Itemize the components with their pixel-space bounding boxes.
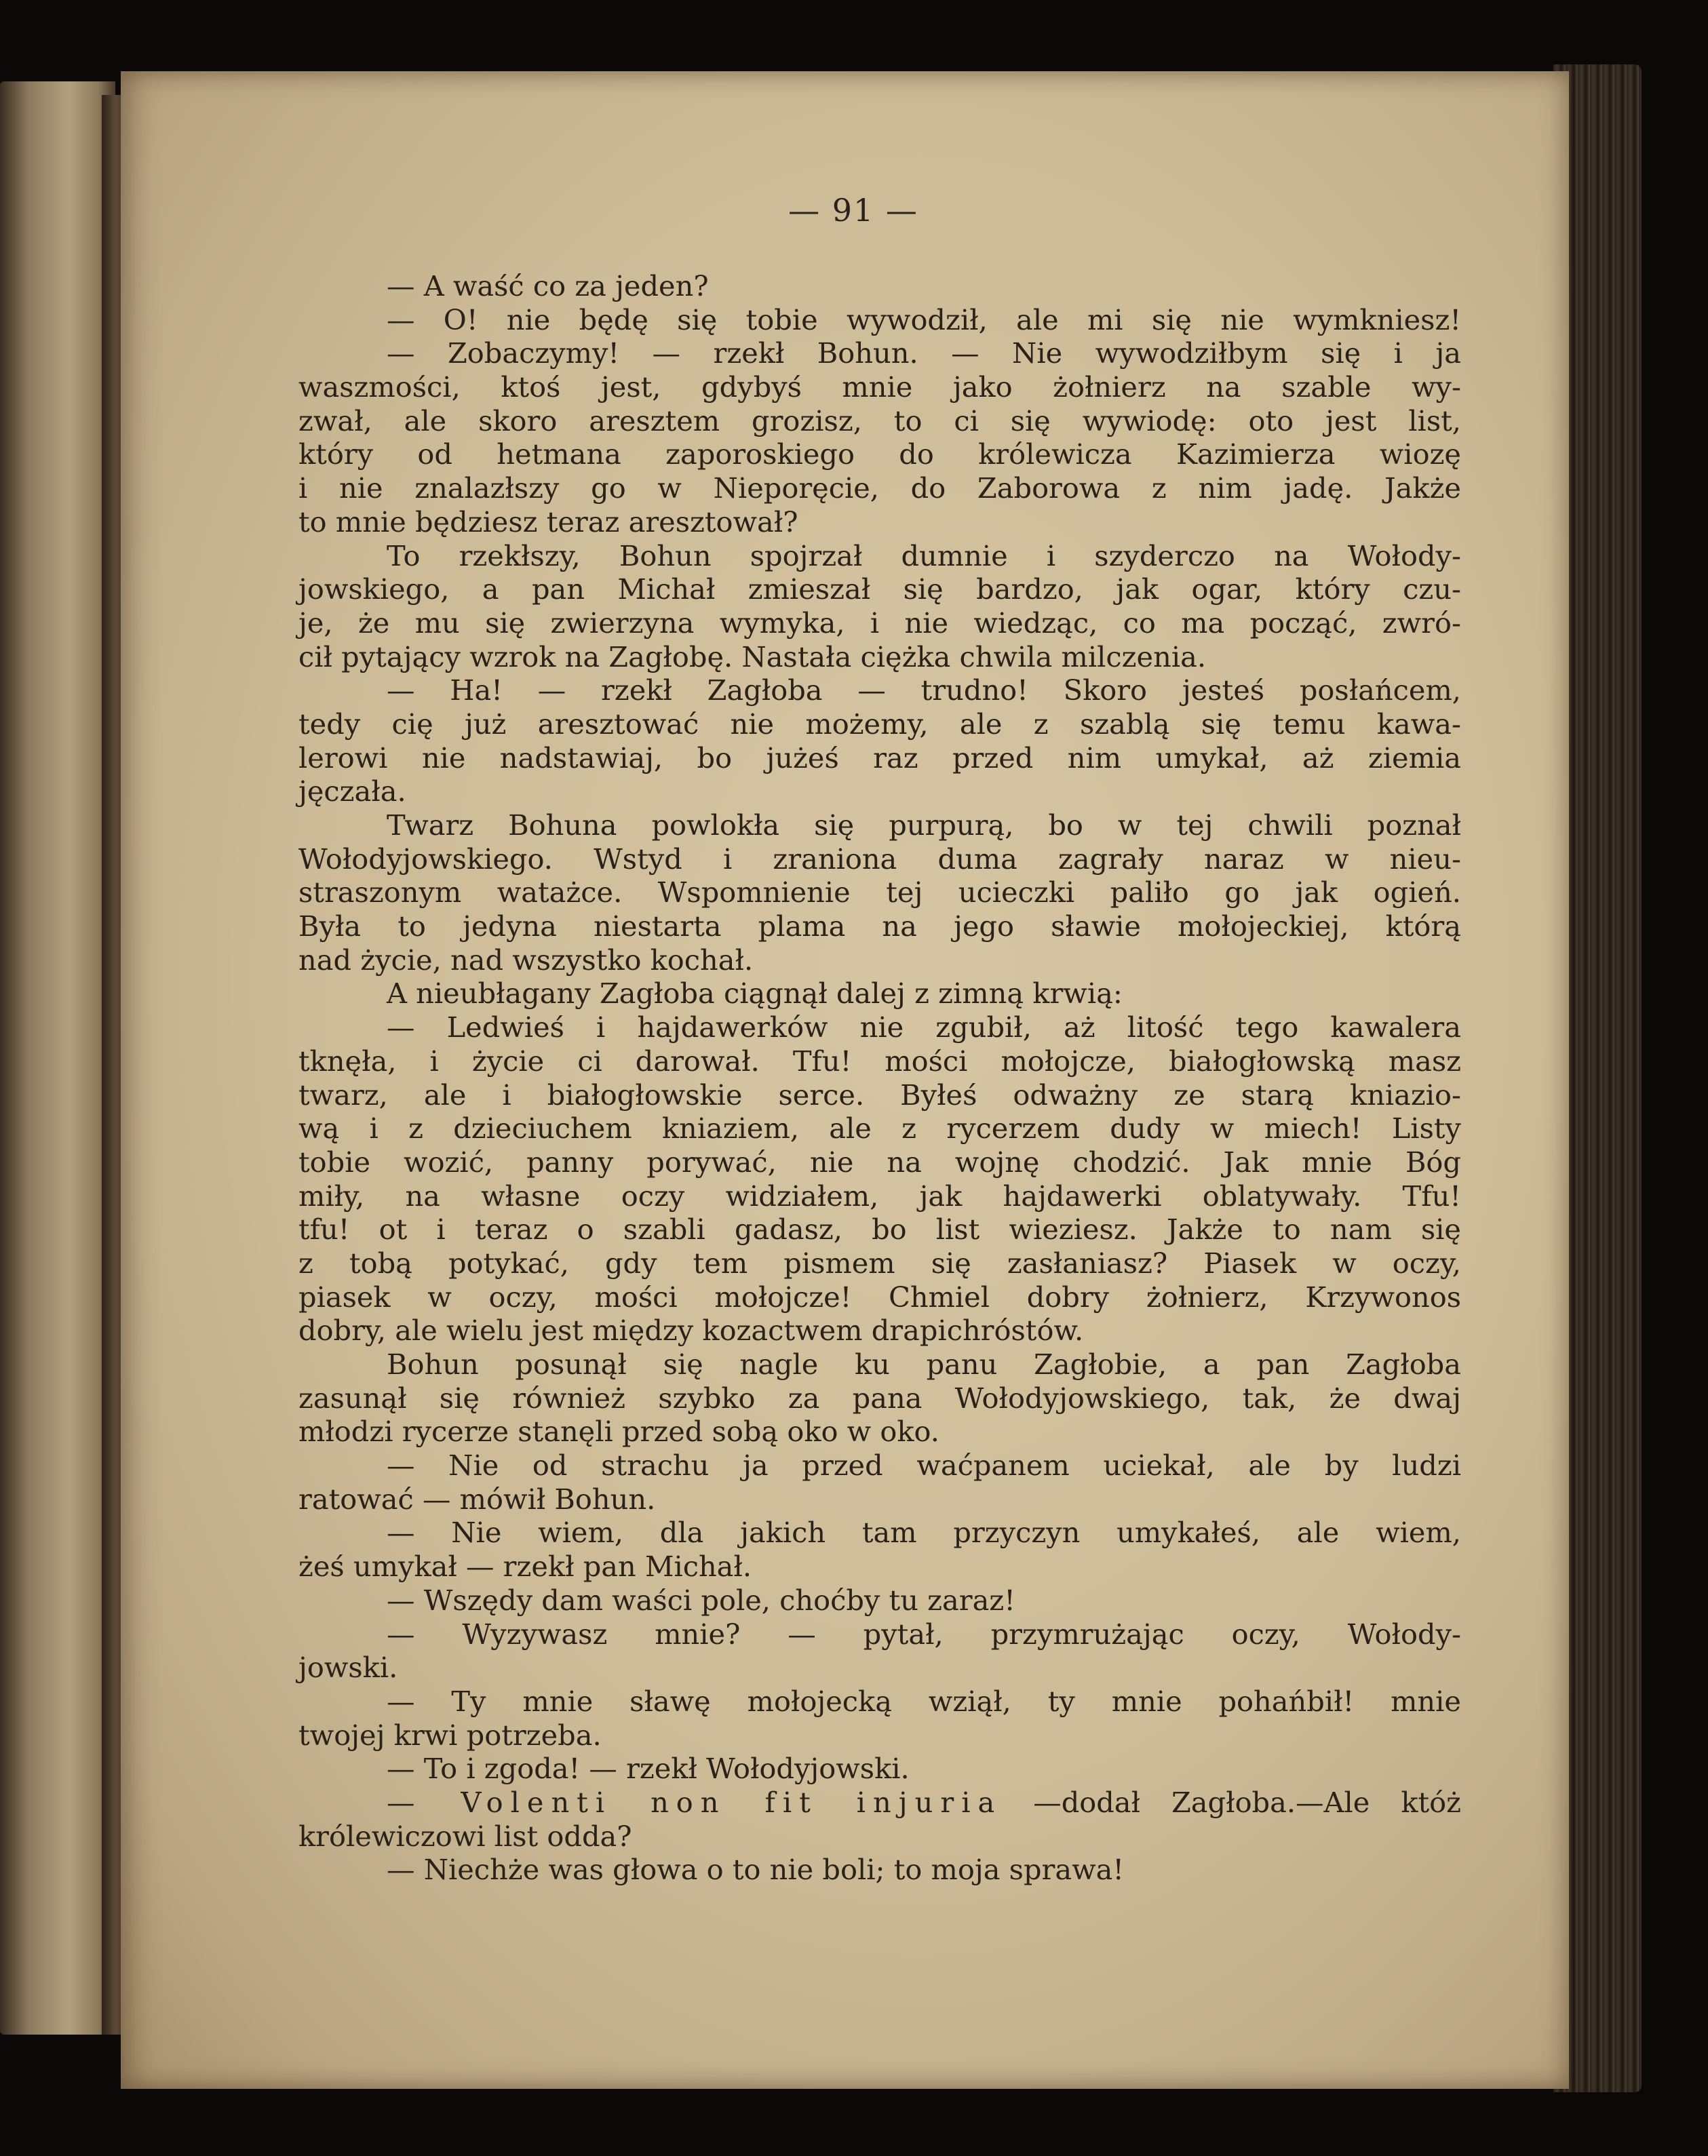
page-text	[298, 269, 1461, 1887]
text-line: zasunął się również szybko za pana Wołodyjowskiego, tak, że dwaj	[298, 1381, 1461, 1415]
book-page	[121, 71, 1569, 2089]
text-line: Wołodyjowskiego. Wstyd i zraniona duma zagrały naraz w nieu-	[298, 842, 1461, 876]
text-line: tobie wozić, panny porywać, nie na wojnę chodzić. Jak mnie Bóg	[298, 1145, 1461, 1179]
latin-phrase-tail: —dodał Zagłoba.—Ale któż	[1033, 1785, 1461, 1819]
text-line: — Ty mnie sławę mołojecką wziął, ty mnie pohańbił! mnie	[387, 1684, 1461, 1718]
text-line: — Zobaczymy! — rzekł Bohun. — Nie wywodziłbym się i ja	[387, 336, 1461, 370]
text-line: — Ha! — rzekł Zagłoba — trudno! Skoro jesteś posłańcem,	[387, 673, 1461, 707]
text-line: — Wszędy dam waści pole, choćby tu zaraz!	[387, 1583, 1015, 1617]
text-line: To rzekłszy, Bohun spojrzał dumnie i szyderczo na Wołody-	[387, 538, 1461, 572]
text-line: tfu! ot i teraz o szabli gadasz, bo list wieziesz. Jakże to nam się	[298, 1213, 1461, 1247]
text-line: — Niechże was głowa o to nie boli; to moja sprawa!	[387, 1853, 1125, 1887]
text-line: dobry, ale wielu jest między kozactwem drapichróstów.	[298, 1314, 1084, 1348]
text-line: Była to jedyna niestarta plama na jego sławie mołojeckiej, którą	[298, 909, 1461, 943]
text-line: nad życie, nad wszystko kochał.	[298, 943, 754, 977]
text-line: straszonym watażce. Wspomnienie tej ucieczki paliło go jak ogień.	[298, 876, 1461, 909]
text-line: i nie znalazłszy go w Nieporęcie, do Zaborowa z nim jadę. Jakże	[298, 471, 1461, 505]
text-line: lerowi nie nadstawiaj, bo jużeś raz przed nim umykał, aż ziemia	[298, 741, 1461, 775]
text-line: jęczała.	[298, 775, 406, 808]
page-number: — 91 —	[788, 192, 918, 229]
text-line: wą i z dzieciuchem kniaziem, ale z rycerzem dudy w miech! Listy	[298, 1112, 1461, 1145]
text-line-latin	[298, 1786, 1461, 1820]
text-line: waszmości, ktoś jest, gdybyś mnie jako żołnierz na szable wy-	[298, 370, 1461, 404]
text-line: królewiczowi list odda?	[298, 1819, 632, 1853]
text-line: twojej krwi potrzeba.	[298, 1718, 602, 1752]
text-line: — A waść co za jeden?	[387, 269, 709, 302]
text-line: ratować — mówił Bohun.	[298, 1482, 656, 1516]
text-line: miły, na własne oczy widziałem, jak hajdawerki oblatywały. Tfu!	[298, 1179, 1461, 1213]
text-line: z tobą potykać, gdy tem pismem się zasłaniasz? Piasek w oczy,	[298, 1246, 1461, 1280]
text-line: cił pytający wzrok na Zagłobę. Nastała ciężka chwila milczenia.	[298, 640, 1207, 673]
text-line: tknęła, i życie ci darował. Tfu! mości mołojcze, białogłowską masz	[298, 1044, 1461, 1078]
text-line: młodzi rycerze stanęli przed sobą oko w oko.	[298, 1415, 939, 1449]
text-line: tedy cię już aresztować nie możemy, ale z szablą się temu kawa-	[298, 707, 1461, 741]
text-line: — Nie od strachu ja przed waćpanem uciekał, ale by ludzi	[387, 1449, 1461, 1483]
text-line: A nieubłagany Zagłoba ciągnął dalej z zimną krwią:	[387, 977, 1123, 1011]
text-line: twarz, ale i białogłowskie serce. Byłeś odważny ze starą kniazio-	[298, 1078, 1461, 1112]
text-line: żeś umykał — rzekł pan Michał.	[298, 1550, 752, 1584]
text-line: Twarz Bohuna powlokła się purpurą, bo w tej chwili poznał	[387, 808, 1461, 842]
text-line: który od hetmana zaporoskiego do królewicza Kazimierza wiozę	[298, 437, 1461, 471]
text-line: — Wyzywasz mnie? — pytał, przymrużając oczy, Wołody-	[387, 1617, 1461, 1651]
text-line: zwał, ale skoro aresztem grozisz, to ci się wywiodę: oto jest list,	[298, 404, 1461, 437]
text-line: jowskiego, a pan Michał zmieszał się bardzo, jak ogar, który czu-	[298, 572, 1461, 606]
text-line: jowski.	[298, 1651, 398, 1685]
text-line: je, że mu się zwierzyna wymyka, i nie wiedząc, co ma począć, zwró-	[298, 606, 1461, 640]
text-line: Bohun posunął się nagle ku panu Zagłobie, a pan Zagłoba	[387, 1348, 1461, 1381]
text-line: piasek w oczy, mości mołojcze! Chmiel dobry żołnierz, Krzywonos	[298, 1280, 1461, 1314]
previous-page-edge	[0, 81, 115, 2035]
latin-phrase: — Volenti non fit injuria	[387, 1785, 1003, 1819]
text-line: — To i zgoda! — rzekł Wołodyjowski.	[387, 1752, 910, 1786]
text-line: — Ledwieś i hajdawerków nie zgubił, aż litość tego kawalera	[387, 1011, 1461, 1044]
text-line: to mnie będziesz teraz aresztował?	[298, 505, 798, 538]
text-line: — Nie wiem, dla jakich tam przyczyn umykałeś, ale wiem,	[387, 1516, 1461, 1550]
text-line: — O! nie będę się tobie wywodził, ale mi się nie wymkniesz!	[387, 302, 1461, 336]
